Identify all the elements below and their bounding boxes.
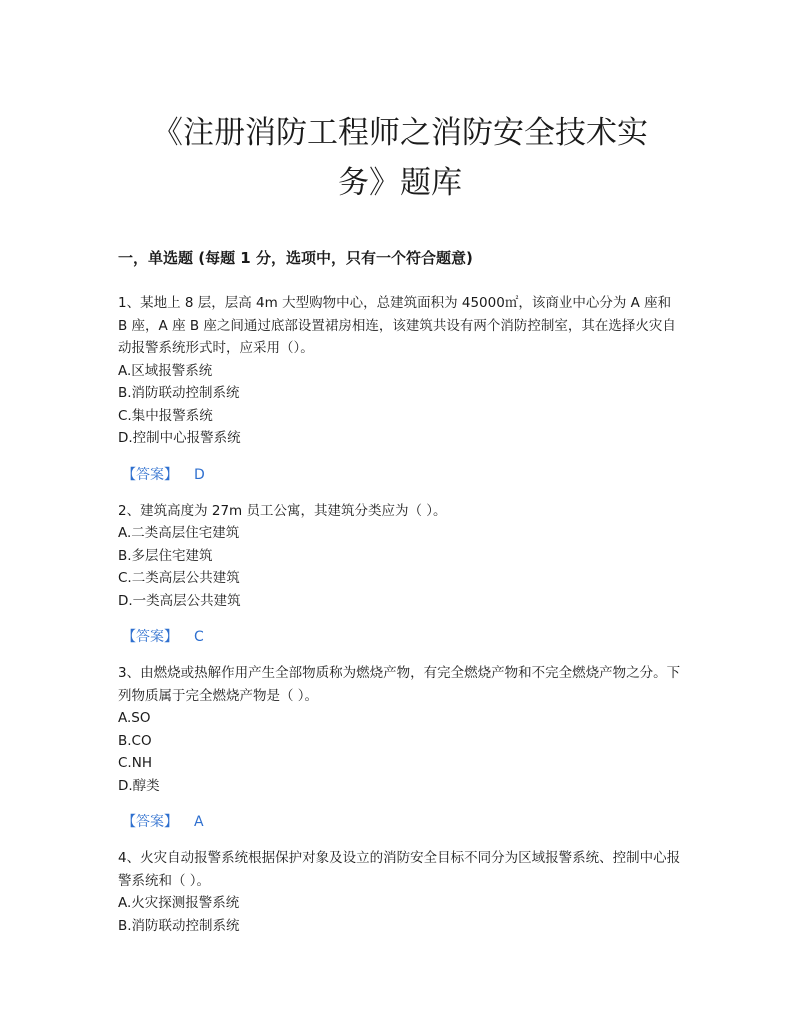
question-list [118,292,684,937]
title-line-1: 《注册消防工程师之消防安全技术实 [152,115,648,151]
answer-option: A.火灾探测报警系统 [118,895,240,911]
section-heading: 一，单选题 (每题 1 分，选项中，只有一个符合题意) [118,249,473,267]
answer-value: D [194,466,205,483]
answer-value: A [194,814,204,830]
answer-option: A.SO [118,710,151,726]
answer-option: B.多层住宅建筑 [118,547,213,564]
answer-option: D.控制中心报警系统 [118,430,241,446]
answer-option: B.消防联动控制系统 [118,917,240,934]
answer-line [118,811,684,833]
answer-tag: 【答案】 [122,629,178,645]
question-item [118,662,684,833]
answer-option: A.二类高层住宅建筑 [118,525,240,541]
question-stem: 1、某地上 8 层，层高 4m 大型购物中心，总建筑面积为 45000㎡，该商业中心分为 A 座和 B 座，A 座 B 座之间通过底部设置裙房相连，该建筑共设有两个消防控制室，其在选择火灾自动报警系统形式时，应采用（）。 [118,295,676,356]
document-title [100,108,700,208]
answer-option: B.CO [118,732,152,749]
answer-option: A.区域报警系统 [118,362,213,379]
question-stem: 4、火灾自动报警系统根据保护对象及设立的消防安全目标不同分为区域报警系统、控制中心报警系统和（ ）。 [118,850,681,889]
answer-tag: 【答案】 [122,814,178,830]
answer-tag: 【答案】 [122,466,178,483]
question-item [118,847,684,937]
answer-option: D.醇类 [118,777,160,794]
answer-line [118,464,684,486]
answer-value: C [194,629,204,645]
question-item [118,292,684,486]
question-stem: 2、建筑高度为 27m 员工公寓，其建筑分类应为（ ）。 [118,502,447,519]
answer-option: D.一类高层公共建筑 [118,592,241,609]
answer-option: C.二类高层公共建筑 [118,570,240,586]
title-line-2: 务》题库 [338,165,462,201]
answer-option: C.NH [118,755,152,771]
answer-line [118,626,684,648]
answer-option: B.消防联动控制系统 [118,385,240,401]
answer-option: C.集中报警系统 [118,407,213,424]
question-item [118,500,684,649]
question-stem: 3、由燃烧或热解作用产生全部物质称为燃烧产物，有完全燃烧产物和不完全燃烧产物之分。下列物质属于完全燃烧产物是（ ）。 [118,665,681,704]
